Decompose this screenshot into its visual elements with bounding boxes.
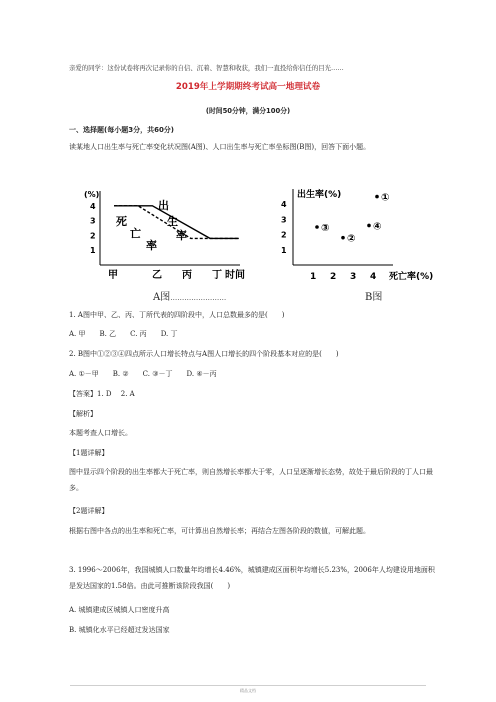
question-2-options [69, 369, 231, 379]
figure-a-ytick-3: 3 [90, 216, 96, 226]
figure-b-ytick-1: 1 [281, 245, 287, 255]
figure-b-xtick-3: 3 [350, 272, 357, 282]
q3-option-a[interactable]: A. 城镇建成区城镇人口密度升高 [69, 606, 170, 614]
q2-option-a[interactable]: A. ①－甲 [69, 370, 99, 378]
exam-title: 2019年上学期期终考试高一地理试卷 [175, 82, 321, 92]
section-heading: 一、选择题(每小题3分，共60分) [69, 126, 175, 134]
encouragement-note: 亲爱的同学：这份试卷将再次记录你的自信、沉着、智慧和收获，我们一直投给你信任的目光…… [69, 64, 344, 72]
q1-detail-heading: 【1题详解】 [69, 449, 109, 457]
q1-option-d[interactable]: D. 丁 [160, 330, 178, 338]
q2-option-d[interactable]: D. ④－丙 [186, 370, 217, 378]
analysis-heading: 【解析】 [69, 410, 97, 418]
q1-option-a[interactable]: A. 甲 [69, 330, 86, 338]
figure-a-death-label-3: 率 [146, 239, 157, 252]
figure-a-stage-1: 乙 [152, 270, 162, 281]
figure-a-stage-2: 丙 [182, 270, 192, 281]
exam-time-score: (时间50分钟，满分100分) [205, 107, 291, 115]
q3-option-b[interactable]: B. 城镇化水平已经超过发达国家 [69, 626, 170, 634]
figure-b-point-label-3: ③ [321, 223, 330, 234]
figure-b-ytick-3: 3 [281, 215, 287, 225]
figure-a-death-label-2: 亡 [130, 227, 141, 240]
figure-a-ylabel: (%) [84, 190, 100, 199]
figure-b-point-label-2: ② [347, 233, 356, 245]
figure-b-point-2 [341, 236, 345, 240]
q1-detail-text: 图中显示四个阶段的出生率都大于死亡率，则自然增长率都大于零，人口呈逐渐增长态势，故处于最后阶段的丁人口最多。 [69, 468, 433, 492]
question-1: 1. A图中甲、乙、丙、丁所代表的四阶段中，人口总数最多的是( ) [69, 311, 285, 319]
figure-b-chart [265, 183, 460, 283]
figure-b-xtick-1: 1 [310, 272, 317, 282]
figure-a-stage-4: 时间 [225, 270, 245, 281]
figure-a-birth-label-1: 出 [158, 199, 169, 212]
answer-line: 【答案】1. D 2. A [69, 390, 135, 398]
analysis-text: 本题考查人口增长。 [69, 429, 132, 437]
figure-a-birth-label-3: 率 [176, 229, 187, 242]
q2-option-c[interactable]: C. ③－丁 [142, 370, 173, 378]
figure-b-point-4 [367, 224, 371, 228]
figure-a-chart [70, 183, 250, 283]
figure-b-point-1 [375, 195, 379, 199]
figure-a-dots: …………………… [170, 294, 227, 302]
figure-a-caption: A图 [153, 292, 171, 303]
question-1-options [69, 329, 192, 339]
figure-a-death-label-1: 死 [116, 215, 127, 228]
figure-b-point-label-4: ④ [373, 221, 382, 233]
figure-b-ytick-4: 4 [281, 200, 287, 210]
figure-a-ytick-4: 4 [90, 201, 96, 211]
q2-detail-heading: 【2题详解】 [69, 507, 109, 515]
question-2: 2. B图中①②③④四点所示人口增长特点与A图人口增长的四个阶段基本对应的是( ) [69, 350, 339, 358]
figure-a-stage-3: 丁 [212, 270, 222, 281]
figure-b-xlabel: 死亡率(%) [389, 272, 434, 282]
q1-option-b[interactable]: B. 乙 [99, 330, 117, 338]
figure-b-xtick-4: 4 [370, 272, 377, 282]
figure-a-ytick-2: 2 [90, 231, 96, 241]
q2-detail-text: 根据右图中各点的出生率和死亡率，可计算出自然增长率；再结合左图各阶段的数值，可解此题。 [69, 527, 370, 535]
question-intro: 读某地人口出生率与死亡率变化状况图(A图)、人口出生率与死亡率坐标图(B图)，回答下面小题。 [69, 143, 371, 151]
figure-b-ytick-2: 2 [281, 230, 287, 240]
figure-a-ytick-1: 1 [90, 246, 96, 256]
figure-b-ylabel: 出生率(%) [297, 190, 342, 200]
footer-text: 精品文档 [240, 688, 256, 693]
figure-a-birth-label-2: 生 [167, 215, 178, 228]
q2-option-b[interactable]: B. ② [112, 370, 129, 378]
figure-a-stage-0: 甲 [108, 270, 118, 281]
q1-option-c[interactable]: C. 丙 [130, 330, 147, 338]
figure-b-point-3 [315, 225, 319, 229]
footer-rule [70, 685, 426, 686]
figure-b-caption: B图 [365, 292, 383, 303]
question-3: 3. 1996～2006年，我国城镇人口数量年均增长4.46%，城镇建成区面积年均增长5.23%，2006年人均建设用地面积是发达国家的1.58倍。由此可推断该阶段我国( ) [69, 566, 435, 590]
figure-b-xtick-2: 2 [330, 272, 337, 282]
figure-b-point-label-1: ① [381, 192, 390, 204]
